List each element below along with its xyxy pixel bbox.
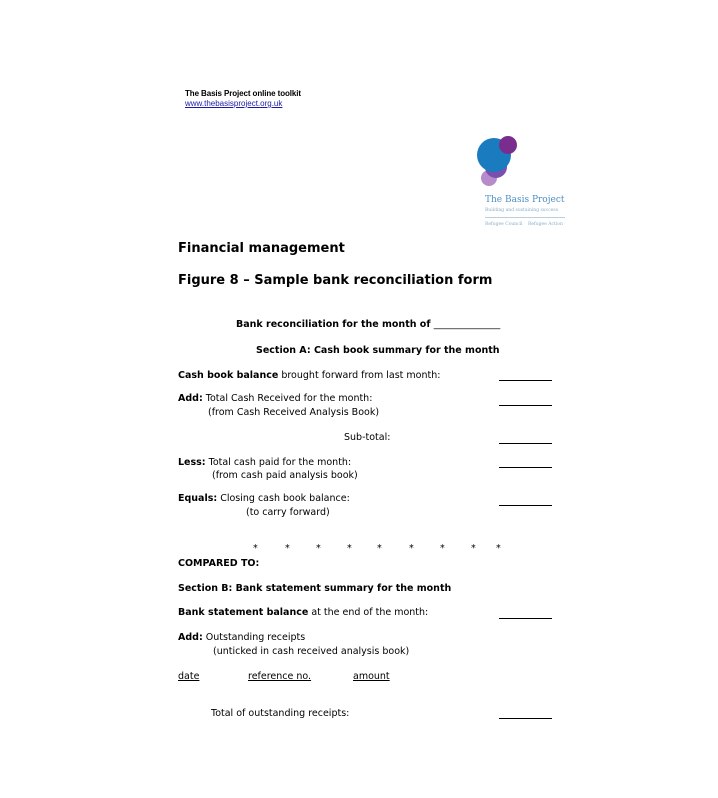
add2-rest: Outstanding receipts: [202, 632, 306, 643]
bank-balance-label: Bank statement balance: [178, 607, 309, 618]
less-subnote: (from cash paid analysis book): [212, 470, 358, 481]
less-rest: Total cash paid for the month:: [205, 457, 352, 468]
cash-book-rest: brought forward from last month:: [278, 370, 441, 381]
total-outstanding-label: Total of outstanding receipts:: [211, 708, 350, 719]
separator-star: *: [409, 543, 414, 554]
outstanding-receipts-subnote: (unticked in cash received analysis book): [213, 646, 410, 657]
compared-to-heading: COMPARED TO:: [178, 558, 260, 569]
subtotal-label: Sub-total:: [344, 432, 391, 443]
logo-tagline: Building and sustaining success: [485, 208, 559, 213]
logo-link-left: Refugee Council: [485, 222, 523, 227]
cash-book-label: Cash book balance: [178, 370, 279, 381]
section-b-heading: Section B: Bank statement summary for the month: [178, 583, 452, 594]
bank-balance-rest: at the end of the month:: [308, 607, 429, 618]
outstanding-receipts-row: [178, 632, 305, 643]
less-label: Less:: [178, 457, 206, 468]
toolkit-title: The Basis Project online toolkit: [185, 89, 301, 98]
figure-title: Figure 8 – Sample bank reconciliation form: [178, 273, 493, 288]
bank-balance-amount-field[interactable]: [499, 618, 552, 619]
section-a-heading: Section A: Cash book summary for the month: [256, 345, 500, 356]
form-heading-blank[interactable]: ______________: [433, 319, 501, 330]
logo-circles-icon: [470, 130, 530, 190]
add-label: Add:: [178, 393, 203, 404]
cash-book-row: [178, 370, 440, 381]
add-subnote: (from Cash Received Analysis Book): [208, 407, 380, 418]
less-row: [178, 457, 351, 468]
separator-star: *: [377, 543, 382, 554]
separator-star: *: [253, 543, 258, 554]
form-heading-text: Bank reconciliation for the month of: [236, 319, 431, 330]
separator-star: *: [347, 543, 352, 554]
bank-balance-row: [178, 607, 428, 618]
add-rest: Total Cash Received for the month:: [202, 393, 373, 404]
equals-rest: Closing cash book balance:: [217, 493, 350, 504]
separator-star: *: [440, 543, 445, 554]
equals-label: Equals:: [178, 493, 218, 504]
logo-divider: [485, 217, 565, 218]
total-outstanding-amount-field[interactable]: [499, 718, 552, 719]
separator-star: *: [285, 543, 290, 554]
equals-row: [178, 493, 350, 504]
column-date: date: [178, 671, 200, 682]
section-title: Financial management: [178, 241, 345, 256]
toolkit-url-link[interactable]: www.thebasisproject.org.uk: [185, 99, 283, 108]
add2-label: Add:: [178, 632, 203, 643]
separator-star: *: [316, 543, 321, 554]
equals-subnote: (to carry forward): [246, 507, 330, 518]
equals-amount-field[interactable]: [499, 505, 552, 506]
logo-name: The Basis Project: [485, 195, 565, 205]
column-amount: amount: [353, 671, 390, 682]
logo-link-right: Refugee Action: [528, 222, 563, 227]
less-amount-field[interactable]: [499, 467, 552, 468]
add-amount-field[interactable]: [499, 405, 552, 406]
add-row: [178, 393, 372, 404]
cash-book-amount-field[interactable]: [499, 380, 552, 381]
separator-star: *: [471, 543, 476, 554]
column-reference: reference no.: [248, 671, 312, 682]
form-heading: [236, 319, 500, 330]
subtotal-amount-field[interactable]: [499, 443, 552, 444]
separator-star: *: [496, 543, 501, 554]
